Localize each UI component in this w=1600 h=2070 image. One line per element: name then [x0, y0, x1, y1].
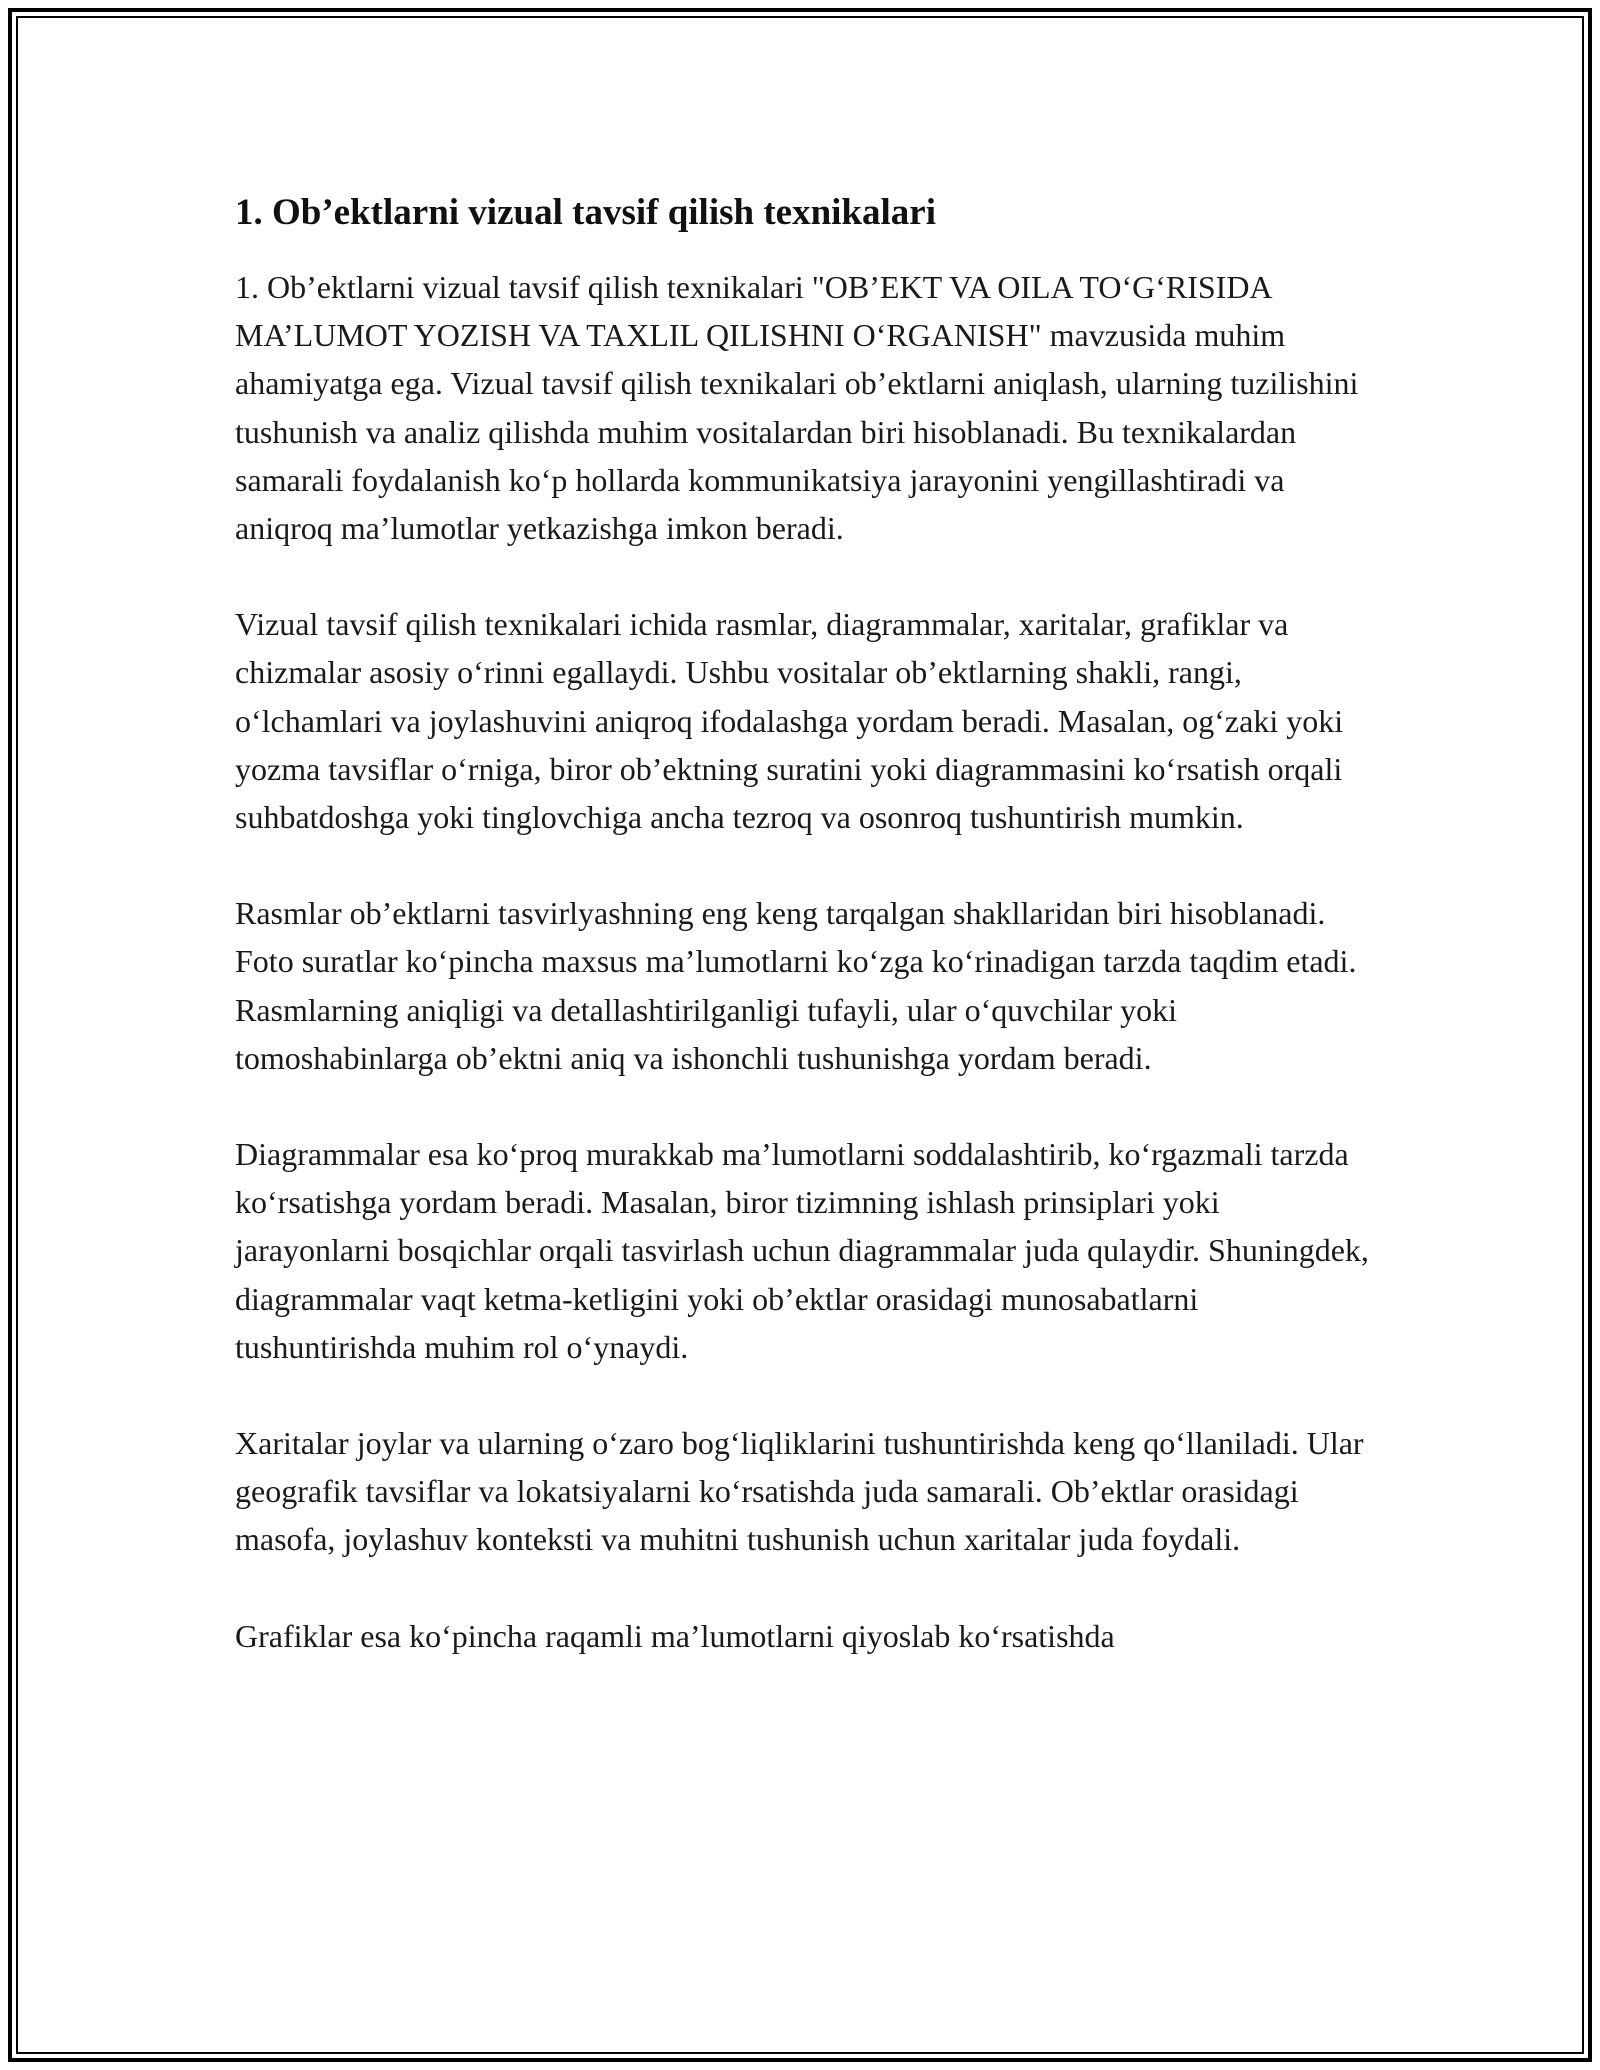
document-title: 1. Ob’ektlarni vizual tavsif qilish texnikalari	[235, 192, 936, 233]
document-body	[235, 185, 1375, 1708]
paragraph-intro: 1. Ob’ektlarni vizual tavsif qilish texnikalari "OB’EKT VA OILA TO‘G‘RISIDA MA’LUMOT YOZISH VA TAXLIL QILISHNI O‘RGANISH" mavzusida muhim ahamiyatga ega. Vizual tavsif qilish texnikalari ob’ektlarni aniqlash, ularning tuzilishini tushunish va analiz qilishda muhim vositalardan biri hisoblanadi. Bu texnikalardan samarali foydalanish ko‘p hollarda kommunikatsiya jarayonini yengillashtiradi va aniqroq ma’lumotlar yetkazishga imkon beradi.	[235, 269, 1359, 547]
paragraph-images: Rasmlar ob’ektlarni tasvirlyashning eng keng tarqalgan shakllaridan biri hisoblanadi. Foto suratlar ko‘pincha maxsus ma’lumotlarni ko‘zga ko‘rinadigan tarzda taqdim etadi. Rasmlarning aniqligi va detallashtirilganligi tufayli, ular o‘quvchilar yoki tomoshabinlarga ob’ektni aniq va ishonchli tushunishga yordam beradi.	[235, 895, 1357, 1076]
paragraph-maps: Xaritalar joylar va ularning o‘zaro bog‘liqliklarini tushuntirishda keng qo‘llaniladi. Ular geografik tavsiflar va lokatsiyalarni ko‘rsatishda juda samarali. Ob’ektlar orasidagi masofa, joylashuv konteksti va muhitni tushunish uchun xaritalar juda foydali.	[235, 1425, 1364, 1558]
paragraph-graphs: Grafiklar esa ko‘pincha raqamli ma’lumotlarni qiyoslab ko‘rsatishda	[235, 1617, 1115, 1654]
paragraph-diagrams: Diagrammalar esa ko‘proq murakkab ma’lumotlarni soddalashtirib, ko‘rgazmali tarzda ko‘rsatishga yordam beradi. Masalan, biror tizimning ishlash prinsiplari yoki jarayonlarni bosqichlar orqali tasvirlash uchun diagrammalar juda qulaydir. Shuningdek, diagrammalar vaqt ketma-ketligini yoki ob’ektlar orasidagi munosabatlarni tushuntirishda muhim rol o‘ynaydi.	[235, 1136, 1369, 1365]
paragraph-techniques: Vizual tavsif qilish texnikalari ichida rasmlar, diagrammalar, xaritalar, grafiklar va chizmalar asosiy o‘rinni egallaydi. Ushbu vositalar ob’ektlarning shakli, rangi, o‘lchamlari va joylashuvini aniqroq ifodalashga yordam beradi. Masalan, og‘zaki yoki yozma tavsiflar o‘rniga, biror ob’ektning suratini yoki diagrammasini ko‘rsatish orqali suhbatdoshga yoki tinglovchiga ancha tezroq va osonroq tushuntirish mumkin.	[235, 606, 1344, 836]
